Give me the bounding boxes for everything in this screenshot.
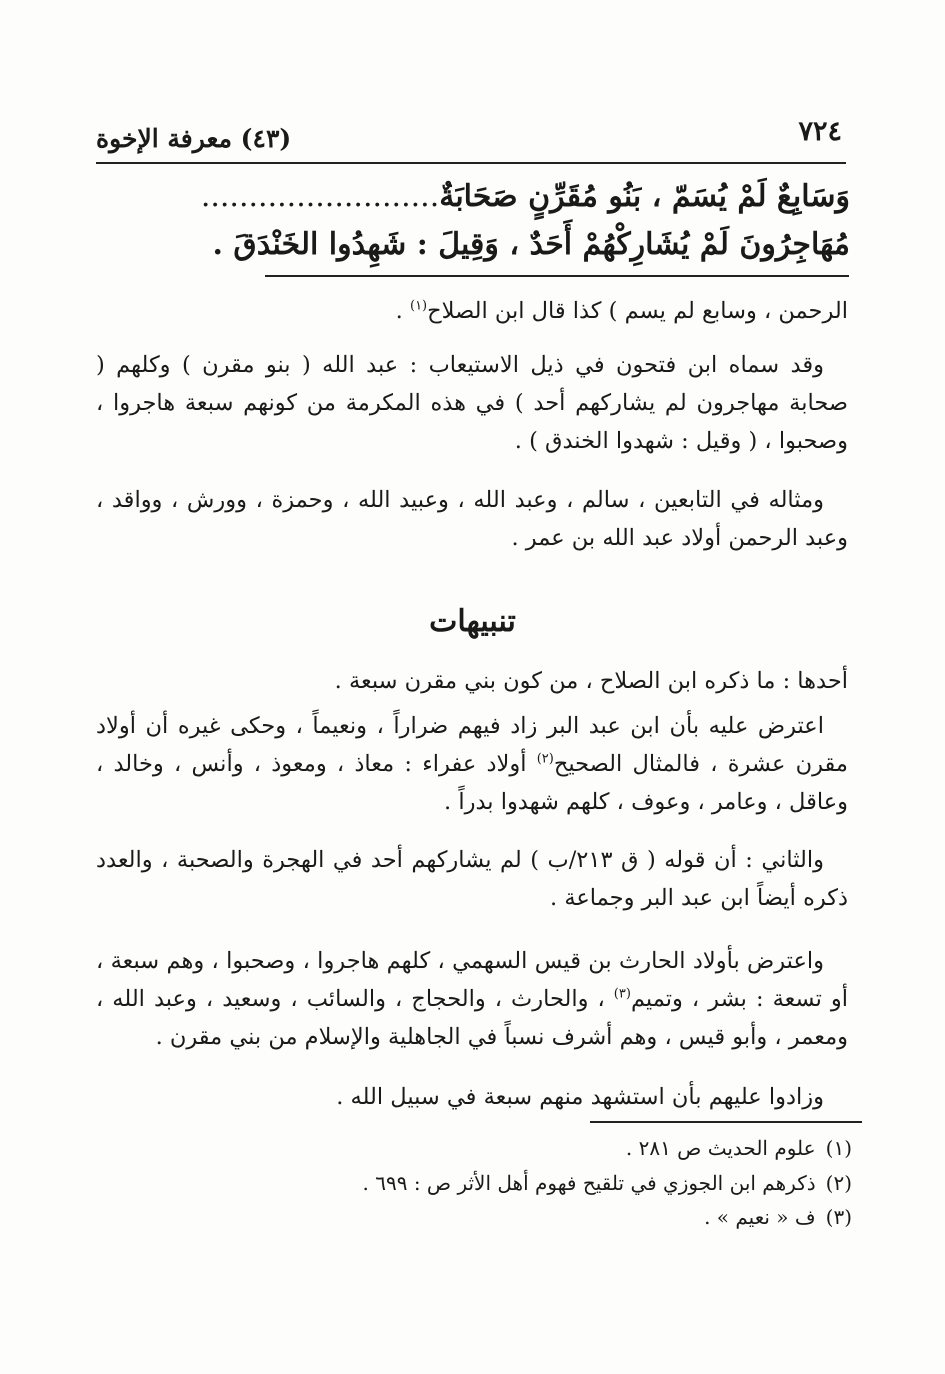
page-header	[96, 116, 846, 164]
footnote-2	[300, 1168, 852, 1198]
paragraph-5-text: اعترض عليه بأن ابن عبد البر زاد فيهم ضراراً ، ونعيماً ، وحكى غيره أن أولاد مقرن عشرة ، فالمثال الصحيح	[96, 713, 848, 777]
paragraph-6: والثاني : أن قوله ( ق ٢١٣/ب ) لم يشاركهم أحد في الهجرة والصحبة ، والعدد ذكره أيضاً ابن عبد البر وجماعة .	[96, 847, 848, 911]
footnote-3	[300, 1202, 852, 1232]
footnote-ref-1[interactable]: (١)	[409, 298, 428, 314]
footnote-ref-2[interactable]: (٢)	[536, 751, 554, 767]
verse-line-2: مُهَاجِرُونَ لَمْ يُشَارِكْهُمْ أَحَدٌ ، وَقِيلَ : شَهِدُوا الخَنْدَقَ .	[212, 227, 850, 262]
verse-line-1-text: وَسَابِعٌ لَمْ يُسَمّ ، بَنُو مُقَرِّنٍ صَحَابَةٌ	[439, 179, 850, 214]
paragraph-3: ومثاله في التابعين ، سالم ، وعبد الله ، وعبيد الله ، وحمزة ، وورش ، وواقد ، وعبد الرحمن أولاد عبد الله بن عمر .	[96, 487, 848, 551]
paragraph-5-end: أولاد عفراء : معاذ ، ومعوذ ، وأنس ، وخالد ، وعاقل ، وعامر ، وعوف ، كلهم شهدوا بدراً .	[96, 751, 848, 815]
paragraph-5	[96, 707, 848, 821]
footnote-2-text: ذكرهم ابن الجوزي في تلقيح فهوم أهل الأثر ص : ٦٩٩ .	[362, 1171, 816, 1195]
paragraph-7	[96, 942, 848, 1056]
footnote-1	[300, 1133, 852, 1163]
paragraph-4: أحدها : ما ذكره ابن الصلاح ، من كون بني مقرن سبعة .	[334, 668, 848, 694]
footnote-3-text: ف « نعيم » .	[704, 1205, 816, 1229]
verse-ellipsis: .........................	[200, 179, 440, 214]
paragraph-1-end: .	[395, 298, 410, 324]
footnote-1-marker: (١)	[825, 1136, 852, 1160]
paragraph-7-end: ، والحارث ، والحجاج ، والسائب ، وسعيد ، وعبد الله ، ومعمر ، وأبو قيس ، وهم أشرف نسباً في الجاهلية والإسلام من بني مقرن .	[96, 986, 848, 1050]
footnote-2-marker: (٢)	[825, 1171, 852, 1195]
section-heading: تنبيهات	[429, 604, 516, 639]
page-number: ٧٢٤	[798, 116, 842, 147]
paragraph-1	[96, 292, 848, 330]
footnote-1-text: علوم الحديث ص ٢٨١ .	[625, 1136, 816, 1160]
paragraph-1-text: الرحمن ، وسابع لم يسم ) كذا قال ابن الصلاح	[427, 298, 848, 324]
paragraph-7-text: واعترض بأولاد الحارث بن قيس السهمي ، كلهم هاجروا ، وصحبوا ، وهم سبعة ، أو تسعة : بشر ، وتميم	[96, 948, 848, 1012]
footnote-divider	[590, 1121, 862, 1123]
footnote-ref-3[interactable]: (٣)	[613, 986, 631, 1002]
paragraph-2: وقد سماه ابن فتحون في ذيل الاستيعاب : عبد الله ( بنو مقرن ) وكلهم ( صحابة مهاجرون لم يشاركهم أحد ) في هذه المكرمة من كونهم سبعة هاجروا ، وصحبوا ، ( وقيل : شهدوا الخندق ) .	[96, 352, 848, 454]
running-title: (٤٣) معرفة الإخوة	[96, 124, 292, 153]
verse-line-1	[96, 177, 850, 217]
verse-divider	[265, 275, 849, 277]
paragraph-8: وزادوا عليهم بأن استشهد منهم سبعة في سبيل الله .	[336, 1084, 824, 1110]
footnote-3-marker: (٣)	[825, 1205, 852, 1229]
